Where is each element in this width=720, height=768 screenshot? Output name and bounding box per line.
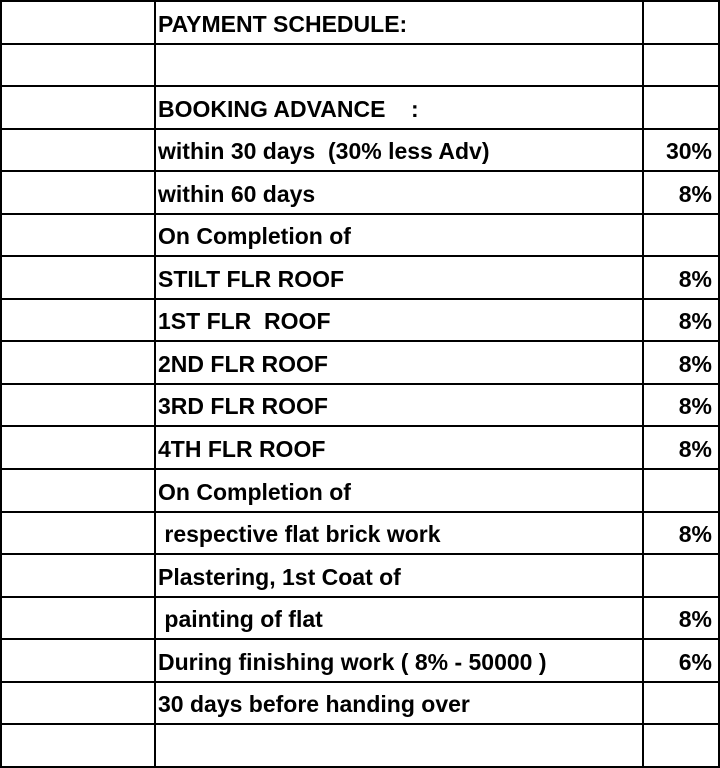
schedule-item-label: 4TH FLR ROOF — [156, 427, 644, 470]
blank-cell — [2, 130, 156, 173]
schedule-item-label: 30 days before handing over — [156, 683, 644, 726]
amount-cell: 8% — [644, 300, 720, 343]
amount-cell — [644, 215, 720, 258]
blank-cell — [2, 598, 156, 641]
blank-cell — [2, 513, 156, 556]
blank-cell — [2, 555, 156, 598]
blank-cell — [2, 87, 156, 130]
blank-cell — [2, 300, 156, 343]
schedule-item-label: within 30 days (30% less Adv) — [156, 130, 644, 173]
amount-cell — [644, 470, 720, 513]
schedule-item-label — [156, 45, 644, 88]
amount-cell — [644, 683, 720, 726]
amount-cell — [644, 725, 720, 768]
amount-cell: 8% — [644, 513, 720, 556]
schedule-item-label: 1ST FLR ROOF — [156, 300, 644, 343]
schedule-item-label: painting of flat — [156, 598, 644, 641]
amount-cell — [644, 2, 720, 45]
schedule-item-label: 3RD FLR ROOF — [156, 385, 644, 428]
blank-cell — [2, 172, 156, 215]
amount-cell: 8% — [644, 598, 720, 641]
blank-cell — [2, 640, 156, 683]
blank-cell — [2, 470, 156, 513]
blank-cell — [2, 427, 156, 470]
schedule-item-label: Plastering, 1st Coat of — [156, 555, 644, 598]
schedule-item-label: STILT FLR ROOF — [156, 257, 644, 300]
schedule-item-label: During finishing work ( 8% - 50000 ) — [156, 640, 644, 683]
schedule-item-label: within 60 days — [156, 172, 644, 215]
schedule-item-label: On Completion of — [156, 470, 644, 513]
blank-cell — [2, 342, 156, 385]
amount-cell: 8% — [644, 257, 720, 300]
blank-cell — [2, 45, 156, 88]
amount-cell: 8% — [644, 385, 720, 428]
blank-cell — [2, 2, 156, 45]
amount-cell: 8% — [644, 427, 720, 470]
schedule-item-label: respective flat brick work — [156, 513, 644, 556]
blank-cell — [2, 257, 156, 300]
blank-cell — [2, 385, 156, 428]
blank-cell — [2, 725, 156, 768]
amount-cell — [644, 555, 720, 598]
amount-cell: 8% — [644, 172, 720, 215]
schedule-item-label — [156, 725, 644, 768]
amount-cell: 6% — [644, 640, 720, 683]
schedule-item-label: BOOKING ADVANCE : — [156, 87, 644, 130]
schedule-item-label: 2ND FLR ROOF — [156, 342, 644, 385]
amount-cell: 8% — [644, 342, 720, 385]
amount-cell — [644, 45, 720, 88]
schedule-item-label: On Completion of — [156, 215, 644, 258]
blank-cell — [2, 683, 156, 726]
schedule-title: PAYMENT SCHEDULE: — [156, 2, 644, 45]
amount-cell — [644, 87, 720, 130]
blank-cell — [2, 215, 156, 258]
amount-cell: 30% — [644, 130, 720, 173]
